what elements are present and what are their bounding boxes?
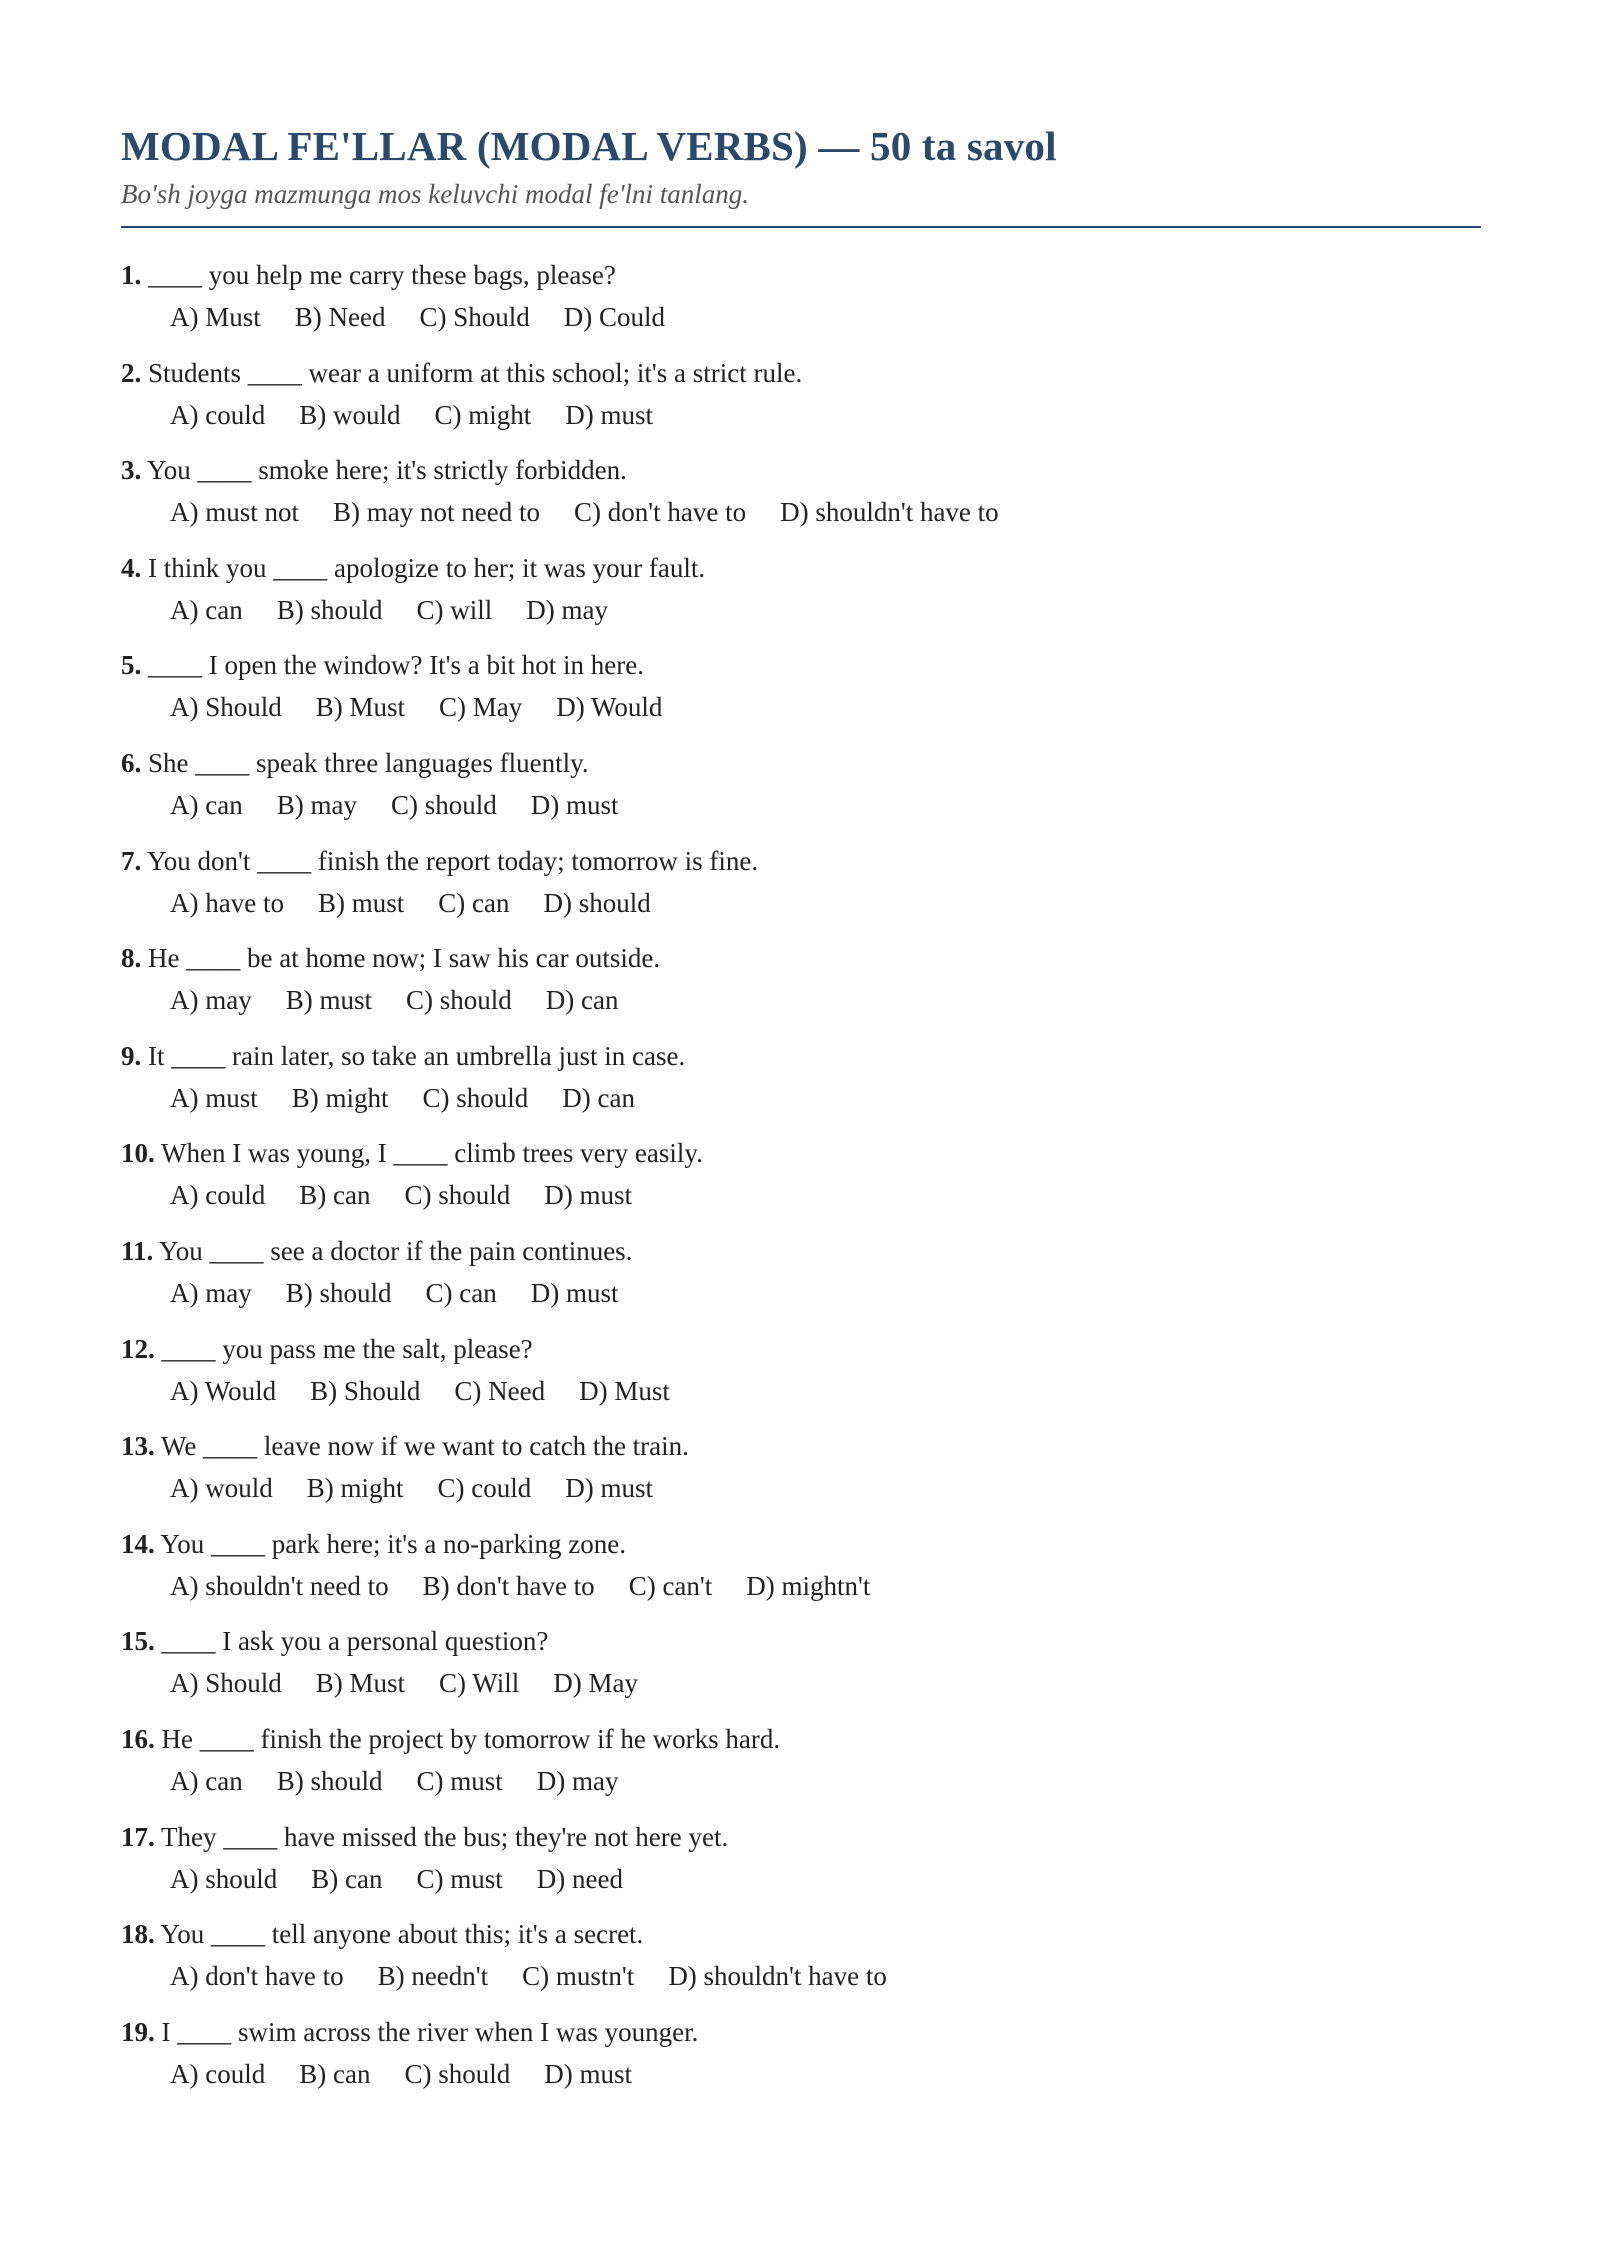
answer-option: C) Need: [454, 1375, 546, 1406]
answer-option: A) should: [170, 1863, 278, 1894]
question-text: He ____ finish the project by tomorrow if he works hard.: [161, 1723, 781, 1754]
question-line: [121, 1035, 1481, 1077]
question-text: ____ you pass me the salt, please?: [161, 1333, 533, 1364]
answer-option: A) could: [170, 1180, 266, 1211]
question-number: 1.: [121, 260, 142, 290]
answer-options: [121, 2053, 1481, 2095]
answer-option: A) have to: [170, 887, 284, 918]
question-number: 8.: [121, 943, 142, 974]
answer-options: [121, 1955, 1481, 1997]
question-text: You ____ see a doctor if the pain continues.: [159, 1235, 633, 1266]
question-number: 13.: [121, 1431, 155, 1462]
answer-option: D) may: [526, 594, 608, 625]
question-text: He ____ be at home now; I saw his car outside.: [148, 943, 661, 974]
question-text: I think you ____ apologize to her; it was your fault.: [148, 552, 706, 583]
question-text: You ____ smoke here; it's strictly forbidden.: [147, 455, 627, 486]
answer-option: B) might: [306, 1473, 404, 1504]
question-item: [121, 2011, 1481, 2109]
question-text: I ____ swim across the river when I was younger.: [161, 2016, 699, 2047]
question-text: You ____ park here; it's a no-parking zone.: [160, 1528, 627, 1559]
question-number: 10.: [121, 1138, 155, 1169]
answer-option: B) can: [311, 1863, 383, 1894]
answer-option: D) May: [553, 1668, 638, 1699]
answer-option: A) Would: [170, 1375, 277, 1406]
question-item: [121, 1425, 1481, 1523]
question-line: [121, 1620, 1481, 1662]
answer-option: A) can: [170, 789, 243, 820]
answer-option: D) need: [536, 1863, 623, 1894]
answer-option: A) must: [170, 1082, 258, 1113]
question-number: 7.: [121, 845, 142, 876]
answer-option: C) can: [438, 887, 510, 918]
answer-option: B) can: [299, 1180, 371, 1211]
answer-option: D) Must: [579, 1375, 670, 1406]
answer-option: C) must: [416, 1863, 503, 1894]
answer-option: B) Must: [315, 692, 406, 723]
answer-option: B) don't have to: [422, 1570, 595, 1601]
answer-options: [121, 1370, 1481, 1412]
question-number: 16.: [121, 1723, 155, 1754]
question-item: [121, 1913, 1481, 2011]
answer-option: A) can: [170, 594, 243, 625]
answer-options: [121, 1077, 1481, 1119]
question-item: [121, 1718, 1481, 1816]
question-line: [121, 1132, 1481, 1174]
question-text: We ____ leave now if we want to catch the train.: [161, 1431, 689, 1462]
answer-option: D) must: [530, 1277, 619, 1308]
answer-option: D) must: [565, 1473, 654, 1504]
question-number: 3.: [121, 455, 142, 486]
answer-option: B) should: [276, 1765, 383, 1796]
answer-option: C) Should: [419, 302, 530, 332]
question-number: 11.: [121, 1235, 154, 1266]
answer-options: [121, 979, 1481, 1021]
answer-option: D) can: [562, 1082, 635, 1113]
answer-options: [121, 1565, 1481, 1607]
answer-option: B) might: [291, 1082, 389, 1113]
question-item: [121, 1328, 1481, 1426]
answer-options: [121, 686, 1481, 728]
question-number: 17.: [121, 1821, 155, 1852]
answer-option: C) could: [437, 1473, 532, 1504]
answer-option: A) could: [170, 2058, 266, 2089]
question-list: [121, 254, 1481, 2108]
question-number: 5.: [121, 650, 142, 681]
answer-options: [121, 1272, 1481, 1314]
answer-option: A) Should: [170, 1668, 282, 1699]
question-item: [121, 352, 1481, 450]
question-line: [121, 547, 1481, 589]
answer-option: A) would: [170, 1473, 273, 1504]
worksheet-page: [121, 118, 1481, 2108]
answer-option: D) may: [536, 1765, 619, 1796]
answer-option: B) may not need to: [333, 497, 540, 528]
question-number: 14.: [121, 1528, 155, 1559]
question-item: [121, 1230, 1481, 1328]
question-item: [121, 254, 1481, 352]
question-text: ____ I open the window? It's a bit hot in here.: [148, 650, 645, 681]
question-item: [121, 840, 1481, 938]
answer-option: A) shouldn't need to: [170, 1570, 389, 1601]
answer-option: C) should: [404, 2058, 511, 2089]
question-line: [121, 449, 1481, 491]
question-line: [121, 937, 1481, 979]
question-number: 9.: [121, 1040, 142, 1071]
question-line: [121, 2011, 1481, 2053]
answer-option: C) must: [416, 1765, 503, 1796]
answer-option: D) shouldn't have to: [668, 1961, 887, 1992]
question-text: They ____ have missed the bus; they're not here yet.: [161, 1821, 729, 1852]
answer-option: B) Must: [315, 1668, 406, 1699]
question-text: You ____ tell anyone about this; it's a secret.: [160, 1919, 644, 1950]
question-item: [121, 1132, 1481, 1230]
answer-option: C) Will: [439, 1668, 520, 1699]
answer-option: C) should: [404, 1180, 511, 1211]
answer-option: B) should: [285, 1277, 392, 1308]
answer-options: [121, 784, 1481, 826]
question-number: 18.: [121, 1919, 155, 1950]
answer-option: C) should: [422, 1082, 529, 1113]
answer-option: D) must: [544, 2058, 632, 2089]
answer-options: [121, 491, 1481, 533]
question-item: [121, 1035, 1481, 1133]
answer-option: D) should: [543, 887, 651, 918]
answer-option: D) can: [545, 985, 619, 1016]
answer-options: [121, 1174, 1481, 1216]
answer-option: D) shouldn't have to: [780, 497, 999, 528]
answer-options: [121, 1662, 1481, 1704]
question-text: Students ____ wear a uniform at this school; it's a strict rule.: [148, 357, 803, 388]
answer-options: [121, 1760, 1481, 1802]
question-line: [121, 1816, 1481, 1858]
question-item: [121, 1620, 1481, 1718]
answer-option: A) Should: [170, 692, 282, 723]
question-text: When I was young, I ____ climb trees very easily.: [161, 1138, 703, 1169]
answer-option: D) must: [530, 789, 619, 820]
question-line: [121, 1230, 1481, 1272]
question-number: 6.: [121, 747, 142, 778]
question-line: [121, 1523, 1481, 1565]
answer-option: A) Must: [170, 302, 261, 332]
answer-option: A) may: [170, 985, 252, 1016]
question-item: [121, 937, 1481, 1035]
answer-option: C) May: [439, 692, 523, 723]
answer-option: C) might: [434, 399, 532, 430]
answer-option: C) will: [416, 594, 493, 625]
answer-option: A) may: [170, 1277, 252, 1308]
answer-option: B) should: [276, 594, 383, 625]
answer-option: D) mightn't: [746, 1570, 871, 1601]
question-text: You don't ____ finish the report today; tomorrow is fine.: [147, 845, 759, 876]
answer-option: A) could: [170, 399, 266, 430]
question-text: She ____ speak three languages fluently.: [148, 747, 589, 778]
answer-options: [121, 1858, 1481, 1900]
answer-option: D) Could: [563, 302, 666, 332]
answer-option: D) Would: [556, 692, 663, 723]
question-line: [121, 352, 1481, 394]
answer-option: B) must: [285, 985, 372, 1016]
answer-option: B) Need: [294, 302, 386, 332]
question-line: [121, 742, 1481, 784]
page-subtitle: Bo'sh joyga mazmunga mos keluvchi modal fe'lni tanlang.: [121, 179, 749, 209]
question-item: [121, 644, 1481, 742]
answer-option: B) must: [317, 887, 405, 918]
question-item: [121, 742, 1481, 840]
answer-option: A) don't have to: [170, 1961, 344, 1992]
answer-option: A) can: [170, 1765, 243, 1796]
question-number: 19.: [121, 2016, 155, 2047]
question-line: [121, 1328, 1481, 1370]
answer-option: C) can: [425, 1277, 497, 1308]
answer-options: [121, 296, 1481, 338]
answer-option: D) must: [544, 1180, 632, 1211]
answer-option: B) can: [299, 2058, 371, 2089]
answer-options: [121, 394, 1481, 436]
answer-option: C) can't: [628, 1570, 713, 1601]
title-divider: [121, 226, 1481, 228]
question-number: 4.: [121, 552, 142, 583]
page-title: MODAL FE'LLAR (MODAL VERBS) — 50 ta savol: [121, 123, 1057, 169]
question-number: 15.: [121, 1626, 155, 1657]
question-item: [121, 1816, 1481, 1914]
question-line: [121, 644, 1481, 686]
answer-option: D) must: [565, 399, 653, 430]
question-text: ____ you help me carry these bags, please?: [148, 260, 616, 290]
question-item: [121, 547, 1481, 645]
question-text: It ____ rain later, so take an umbrella just in case.: [148, 1040, 686, 1071]
question-number: 12.: [121, 1333, 155, 1364]
answer-options: [121, 589, 1481, 631]
answer-option: C) should: [390, 789, 497, 820]
question-item: [121, 1523, 1481, 1621]
question-line: [121, 1913, 1481, 1955]
answer-option: A) must not: [170, 497, 300, 528]
question-line: [121, 1718, 1481, 1760]
answer-option: C) should: [406, 985, 512, 1016]
answer-options: [121, 882, 1481, 924]
question-item: [121, 449, 1481, 547]
answer-options: [121, 1467, 1481, 1509]
question-line: [121, 1425, 1481, 1467]
question-line: [121, 254, 1481, 296]
answer-option: B) may: [276, 789, 357, 820]
answer-option: B) needn't: [377, 1961, 489, 1992]
answer-option: C) mustn't: [522, 1961, 635, 1992]
answer-option: C) don't have to: [573, 497, 747, 528]
question-number: 2.: [121, 357, 142, 388]
question-text: ____ I ask you a personal question?: [161, 1626, 549, 1657]
question-line: [121, 840, 1481, 882]
answer-option: B) Should: [310, 1375, 421, 1406]
answer-option: B) would: [299, 399, 401, 430]
